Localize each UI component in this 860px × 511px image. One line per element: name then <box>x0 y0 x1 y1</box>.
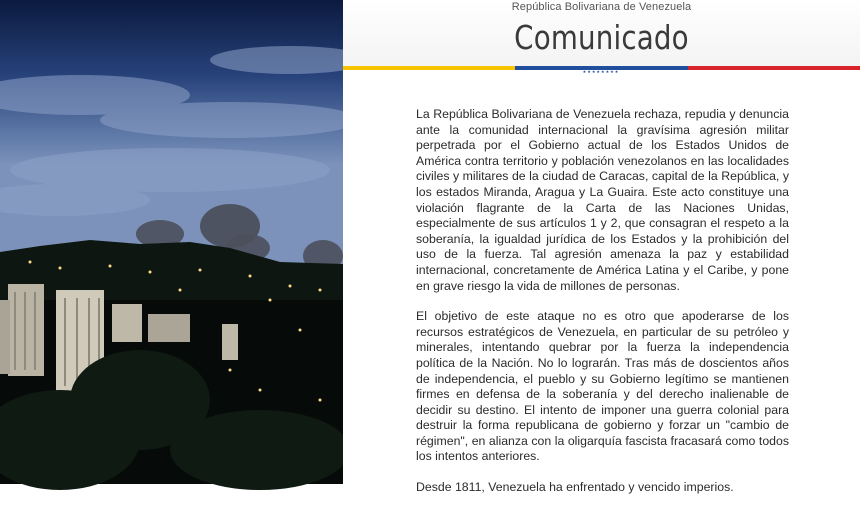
communique-document <box>343 0 860 495</box>
document-title: Comunicado <box>514 18 689 57</box>
night-city-smoke-photo <box>0 0 343 484</box>
communique-body <box>416 107 789 511</box>
flag-stars-icon: ★★★★★★★★ <box>582 69 620 74</box>
flag-red-stripe <box>688 66 860 70</box>
country-name: República Bolivariana de Venezuela <box>511 1 692 13</box>
document-header <box>343 0 860 68</box>
paragraph-3: Desde 1811, Venezuela ha enfrentado y vencido imperios. <box>416 480 734 495</box>
paragraph-1: La República Bolivariana de Venezuela rechaza, repudia y denuncia ante la comunidad internacional la gravísima agresión militar perpetrada por el Gobierno actual de los Estados Unidos de América contra territorio y población venezolanos en las localidades civiles y militares de la ciudad de Caracas, capital de la República, y los estados Miranda, Aragua y La Guaira. Este acto constituye una violación flagrante de la Carta de las Naciones Unidas, especialmente de sus artículos 1 y 2, que consagran el respeto a la soberanía, la igualdad jurídica de los Estados y la prohibición del uso de la fuerza. Tal agresión amenaza la paz y estabilidad internacional, concretamente de América Latina y el Caribe, y pone en grave riesgo la vida de millones de personas. <box>416 107 789 293</box>
paragraph-2: El objetivo de este ataque no es otro que apoderarse de los recursos estratégicos de Venezuela, en particular de su petróleo y minerales, intentando quebrar por la fuerza la independencia política de la Nación. No lo lograrán. Tras más de doscientos años de independencia, el pueblo y su Gobierno legítimo se mantienen firmes en defensa de la soberanía y del derecho inalienable de decidir su destino. El intento de imponer una guerra colonial para destruir la forma republicana de gobierno y forzar un "cambio de régimen", en alianza con la oligarquía fascista fracasará como todos los intentos anteriores. <box>416 309 789 464</box>
flag-yellow-stripe <box>343 66 515 70</box>
